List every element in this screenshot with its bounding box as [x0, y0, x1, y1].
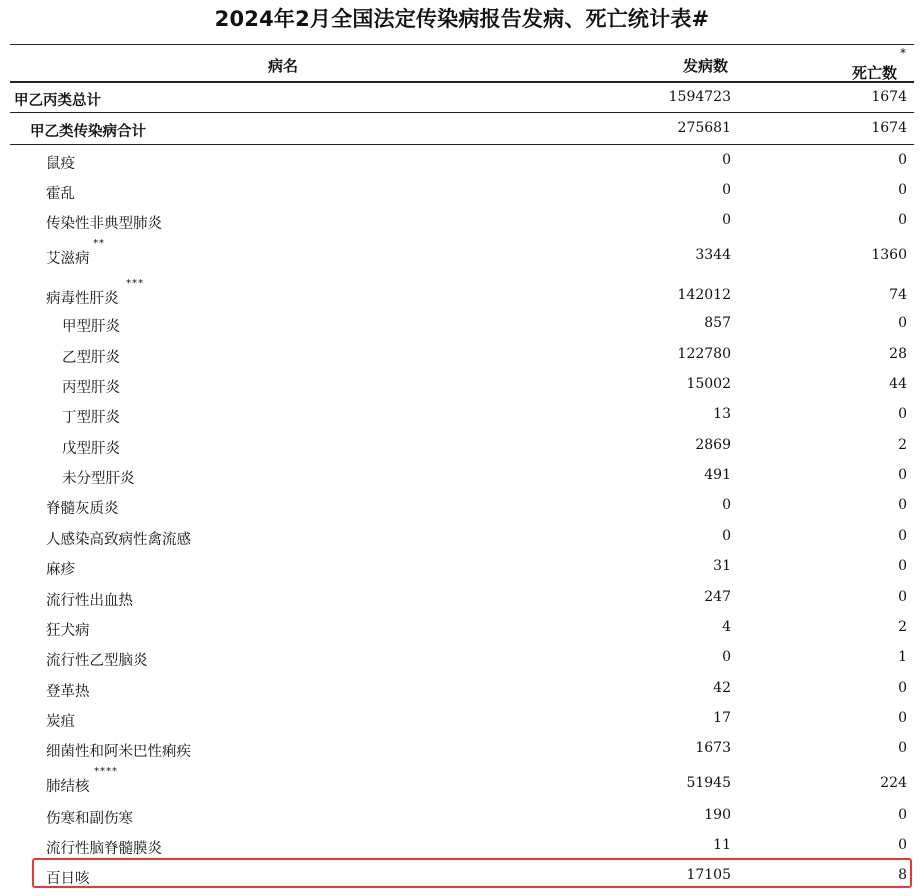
death-count: 0 — [898, 528, 907, 544]
case-count: 275681 — [677, 120, 731, 136]
disease-name: 艾滋病 ** — [46, 238, 105, 267]
footnote-mark: ** — [93, 238, 105, 249]
death-count: 0 — [898, 212, 907, 228]
table-row — [10, 346, 914, 370]
case-count: 51945 — [686, 775, 731, 791]
table-row — [10, 212, 914, 236]
disease-name: 鼠疫 — [46, 156, 75, 172]
table-row — [10, 467, 914, 491]
table-row — [10, 376, 914, 400]
case-count: 0 — [722, 182, 731, 198]
disease-name: 流行性出血热 — [46, 593, 133, 609]
table-row — [10, 406, 914, 430]
death-count: 224 — [880, 775, 907, 791]
disease-name: 甲乙类传染病合计 — [30, 124, 146, 140]
table-row — [10, 89, 914, 113]
case-count: 17105 — [686, 867, 731, 883]
case-count: 13 — [713, 406, 731, 422]
death-count: 1 — [898, 649, 907, 665]
case-count: 491 — [704, 467, 731, 483]
death-count: 8 — [898, 867, 907, 883]
disease-name: 戊型肝炎 — [62, 441, 120, 457]
death-count: 2 — [898, 619, 907, 635]
case-count: 122780 — [677, 346, 731, 362]
table-row — [10, 740, 914, 764]
death-count: 0 — [898, 740, 907, 756]
death-count: 0 — [898, 837, 907, 853]
disease-name: 狂犬病 — [46, 623, 90, 639]
case-count: 142012 — [677, 287, 731, 303]
disease-name: 病毒性肝炎 *** — [46, 278, 144, 307]
table-row — [10, 238, 914, 271]
death-count: 28 — [889, 346, 907, 362]
column-header-name: 病名 — [268, 57, 299, 75]
case-count: 0 — [722, 152, 731, 168]
disease-name: 脊髓灰质炎 — [46, 501, 119, 517]
case-count: 0 — [722, 649, 731, 665]
case-count: 31 — [713, 558, 731, 574]
disease-name: 霍乱 — [46, 186, 75, 202]
death-count: 44 — [889, 376, 907, 392]
death-count: 1360 — [871, 247, 907, 263]
disease-name: 炭疽 — [46, 714, 75, 730]
case-count: 1673 — [695, 740, 731, 756]
disease-name: 麻疹 — [46, 562, 75, 578]
case-count: 3344 — [695, 247, 731, 263]
table-row — [10, 528, 914, 552]
table-top-rule — [10, 44, 914, 45]
highlight-box — [32, 858, 912, 888]
death-count: 0 — [898, 807, 907, 823]
disease-name: 未分型肝炎 — [62, 471, 135, 487]
death-count: 0 — [898, 467, 907, 483]
death-count: 0 — [898, 558, 907, 574]
death-count: 0 — [898, 497, 907, 513]
case-count: 247 — [704, 589, 731, 605]
footnote-mark: *** — [126, 278, 144, 289]
disease-name: 乙型肝炎 — [62, 350, 120, 366]
case-count: 0 — [722, 212, 731, 228]
table-row — [10, 589, 914, 613]
case-count: 4 — [722, 619, 731, 635]
death-count: 0 — [898, 406, 907, 422]
column-header-deaths-mark: * — [900, 46, 906, 60]
table-row — [10, 152, 914, 176]
death-count: 74 — [889, 287, 907, 303]
case-count: 0 — [722, 497, 731, 513]
subtotal-row-rule — [10, 144, 914, 145]
disease-name: 人感染高致病性禽流感 — [46, 532, 191, 548]
death-count: 0 — [898, 680, 907, 696]
disease-name: 甲型肝炎 — [62, 319, 120, 335]
disease-name: 丙型肝炎 — [62, 380, 120, 396]
disease-name: 百日咳 — [46, 871, 90, 887]
table-row — [10, 278, 914, 311]
death-count: 0 — [898, 152, 907, 168]
death-count: 0 — [898, 315, 907, 331]
case-count: 1594723 — [668, 89, 731, 105]
case-count: 15002 — [686, 376, 731, 392]
death-count: 2 — [898, 437, 907, 453]
table-row — [10, 315, 914, 339]
table-row — [10, 182, 914, 206]
case-count: 190 — [704, 807, 731, 823]
table-row — [10, 437, 914, 461]
death-count: 1674 — [871, 89, 907, 105]
death-count: 0 — [898, 589, 907, 605]
death-count: 1674 — [871, 120, 907, 136]
footnote-mark: **** — [94, 766, 118, 777]
disease-name: 伤寒和副伤寒 — [46, 811, 133, 827]
case-count: 857 — [704, 315, 731, 331]
table-row — [10, 680, 914, 704]
disease-name: 流行性脑脊髓膜炎 — [46, 841, 162, 857]
page-title: 2024年2月全国法定传染病报告发病、死亡统计表# — [214, 7, 710, 31]
column-header-deaths-label: 死亡数 — [852, 64, 898, 82]
table-row — [10, 807, 914, 831]
disease-name: 甲乙丙类总计 — [14, 93, 101, 109]
table-row — [10, 649, 914, 673]
disease-name: 丁型肝炎 — [62, 410, 120, 426]
table-row — [10, 766, 914, 799]
table-row — [10, 710, 914, 734]
column-header-cases: 发病数 — [683, 57, 729, 75]
table-row — [10, 619, 914, 643]
table-row — [10, 120, 914, 144]
death-count: 0 — [898, 710, 907, 726]
case-count: 42 — [713, 680, 731, 696]
table-row — [10, 558, 914, 582]
case-count: 2869 — [695, 437, 731, 453]
column-header-deaths — [852, 46, 906, 83]
disease-name: 肺结核 **** — [46, 766, 118, 795]
death-count: 0 — [898, 182, 907, 198]
case-count: 11 — [713, 837, 731, 853]
case-count: 17 — [713, 710, 731, 726]
disease-name: 传染性非典型肺炎 — [46, 216, 162, 232]
table-row — [10, 497, 914, 521]
disease-name: 细菌性和阿米巴性痢疾 — [46, 744, 191, 760]
disease-name: 流行性乙型脑炎 — [46, 653, 148, 669]
case-count: 0 — [722, 528, 731, 544]
header-bottom-rule — [10, 81, 914, 83]
disease-name: 登革热 — [46, 684, 90, 700]
